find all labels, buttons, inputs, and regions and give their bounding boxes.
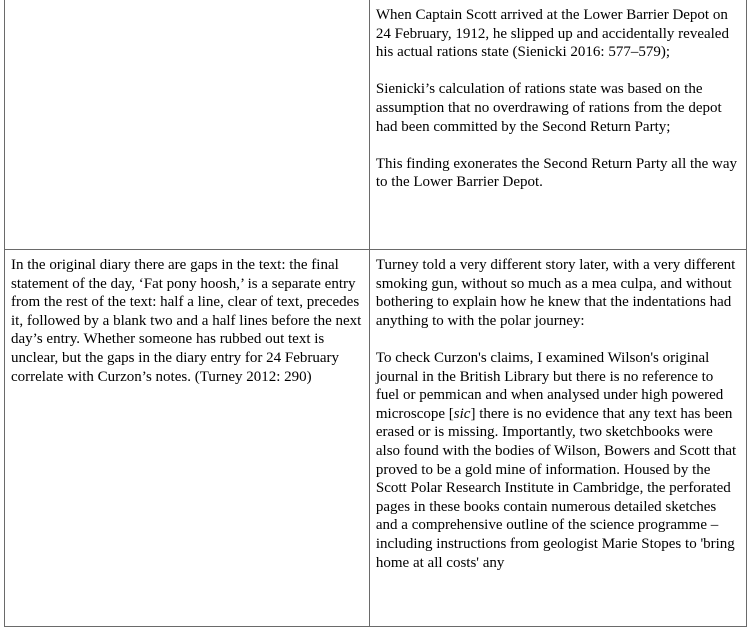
- paragraph: Turney told a very different story later, with a very different smoking gun, without so much as a mea culpa, and without bothering to explain how he knew that the indentations had anything to with the polar journey:: [375, 257, 736, 329]
- comparison-table: [4, 0, 747, 627]
- quote-text: To check Curzon's claims, I examined Wilson's original journal in the British Library but there is no reference to fuel or pemmican and when analysed under high powered microscope [: [375, 349, 724, 422]
- block-quote-paragraph: [376, 349, 740, 572]
- paragraph: When Captain Scott arrived at the Lower Barrier Depot on 24 February, 1912, he slipped up and accidentally revealed his actual rations state (Sienicki 2016: 577–579);: [375, 7, 729, 61]
- table-cell: [369, 250, 746, 627]
- table-cell: [369, 0, 746, 250]
- quote-text: ] there is no evidence that any text has been erased or is missing. Importantly, two sketchbooks were also found with the bodies of Wilson, Bowers and Scott that proved to be a gold mine of information. Housed by the Scott Polar Research Institute in Cambridge, the perforated pages in these books contain numerous detailed sketches and a comprehensive outline of the science programme – including instructions from geologist Marie Stopes to 'bring home at all costs' any: [375, 405, 737, 571]
- table-cell-empty: [5, 0, 370, 250]
- diary-quote-paragraph: In the original diary there are gaps in the text: the final statement of the day, ‘Fat pony hoosh,’ is a separate entry from the rest of the text: half a line, clear of text, precedes it, followed by a blank two and a half lines before the next day’s entry. Whether someone has rubbed out text is unclear, but the gaps in the diary entry for 24 February correlate with Curzon’s notes. (Turney 2012: 290): [11, 257, 362, 385]
- paragraph: This finding exonerates the Second Return Party all the way to the Lower Barrier Depot.: [375, 155, 738, 191]
- paragraph: Sienicki’s calculation of rations state was based on the assumption that no overdrawing of rations from the depot had been committed by the Second Return Party;: [375, 81, 722, 135]
- table-row: [5, 0, 747, 250]
- table-cell: [5, 250, 370, 627]
- sic-annotation: sic: [453, 405, 471, 422]
- table-row: [5, 250, 747, 627]
